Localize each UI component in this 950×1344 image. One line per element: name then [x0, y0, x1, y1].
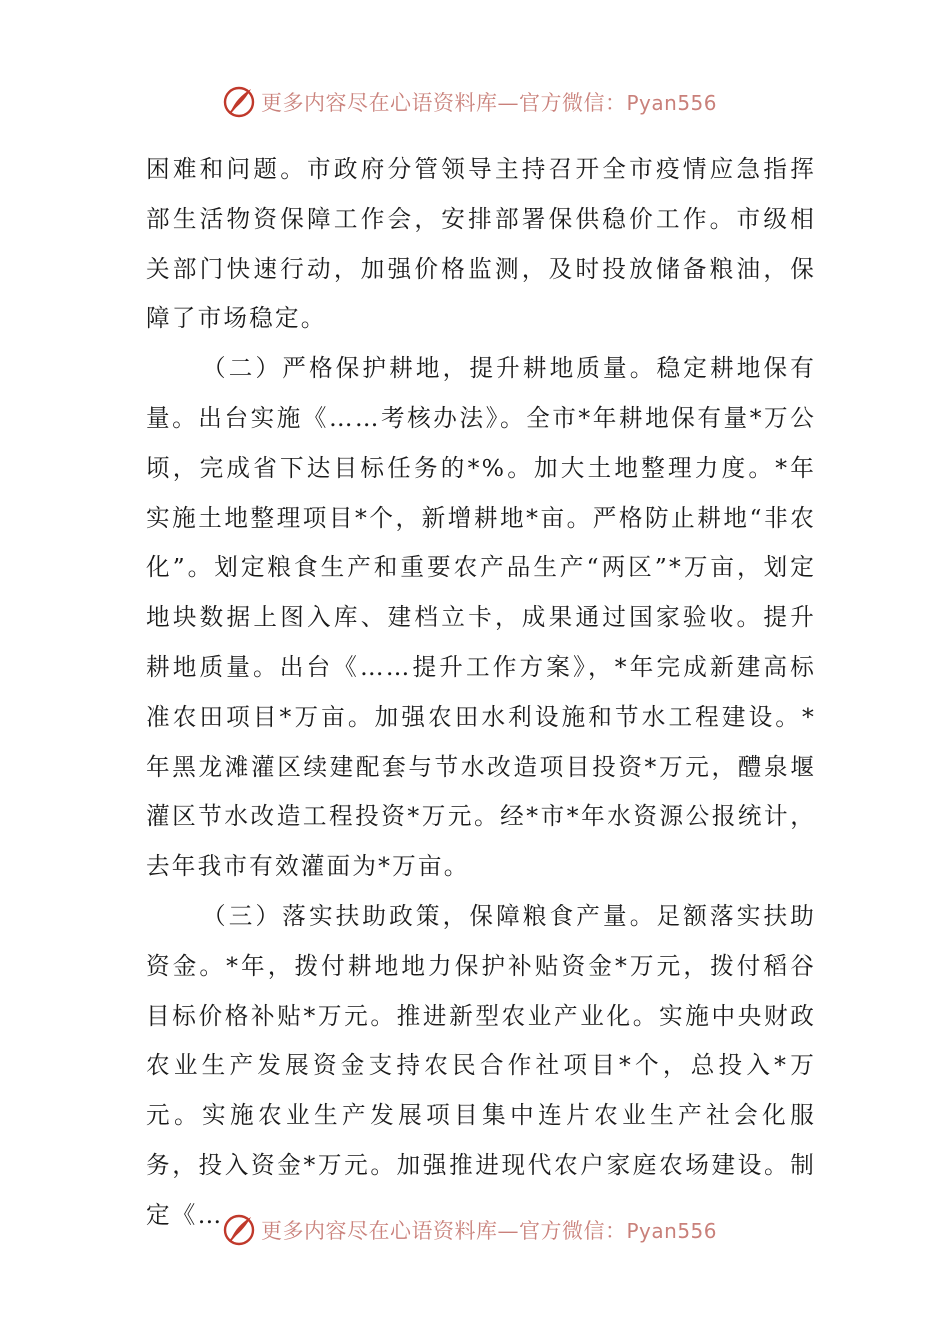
footer-banner	[0, 1210, 950, 1250]
paragraph-3: （三）落实扶助政策，保障粮食产量。足额落实扶助资金。*年，拨付耕地地力保护补贴资金*万元，拨付稻谷目标价格补贴*万元。推进新型农业产业化。实施中央财政农业生产发展资金支持农民合作社项目*个，总投入*万元。实施农业生产发展项目集中连片农业生产社会化服务，投入资金*万元。加强推进现代农户家庭农场建设。制定《…	[146, 901, 816, 1229]
quill-logo-icon	[221, 84, 257, 120]
document-body	[146, 145, 816, 1241]
banner-text: 更多内容尽在心语资料库—官方微信：Pyan556	[260, 1219, 717, 1243]
banner-text: 更多内容尽在心语资料库—官方微信：Pyan556	[260, 91, 717, 115]
header-banner	[0, 82, 950, 122]
quill-logo-icon	[221, 1212, 257, 1248]
paragraph-1: 困难和问题。市政府分管领导主持召开全市疫情应急指挥部生活物资保障工作会，安排部署保供稳价工作。市级相关部门快速行动，加强价格监测，及时投放储备粮油，保障了市场稳定。	[146, 155, 816, 333]
paragraph-2: （二）严格保护耕地，提升耕地质量。稳定耕地保有量。出台实施《……考核办法》。全市*年耕地保有量*万公顷，完成省下达目标任务的*%。加大土地整理力度。*年实施土地整理项目*个，新增耕地*亩。严格防止耕地“非农化”。划定粮食生产和重要农产品生产“两区”*万亩，划定地块数据上图入库、建档立卡，成果通过国家验收。提升耕地质量。出台《……提升工作方案》，*年完成新建高标准农田项目*万亩。加强农田水利设施和节水工程建设。*年黑龙滩灌区续建配套与节水改造项目投资*万元，醴泉堰灌区节水改造工程投资*万元。经*市*年水资源公报统计，去年我市有效灌面为*万亩。	[146, 354, 816, 881]
